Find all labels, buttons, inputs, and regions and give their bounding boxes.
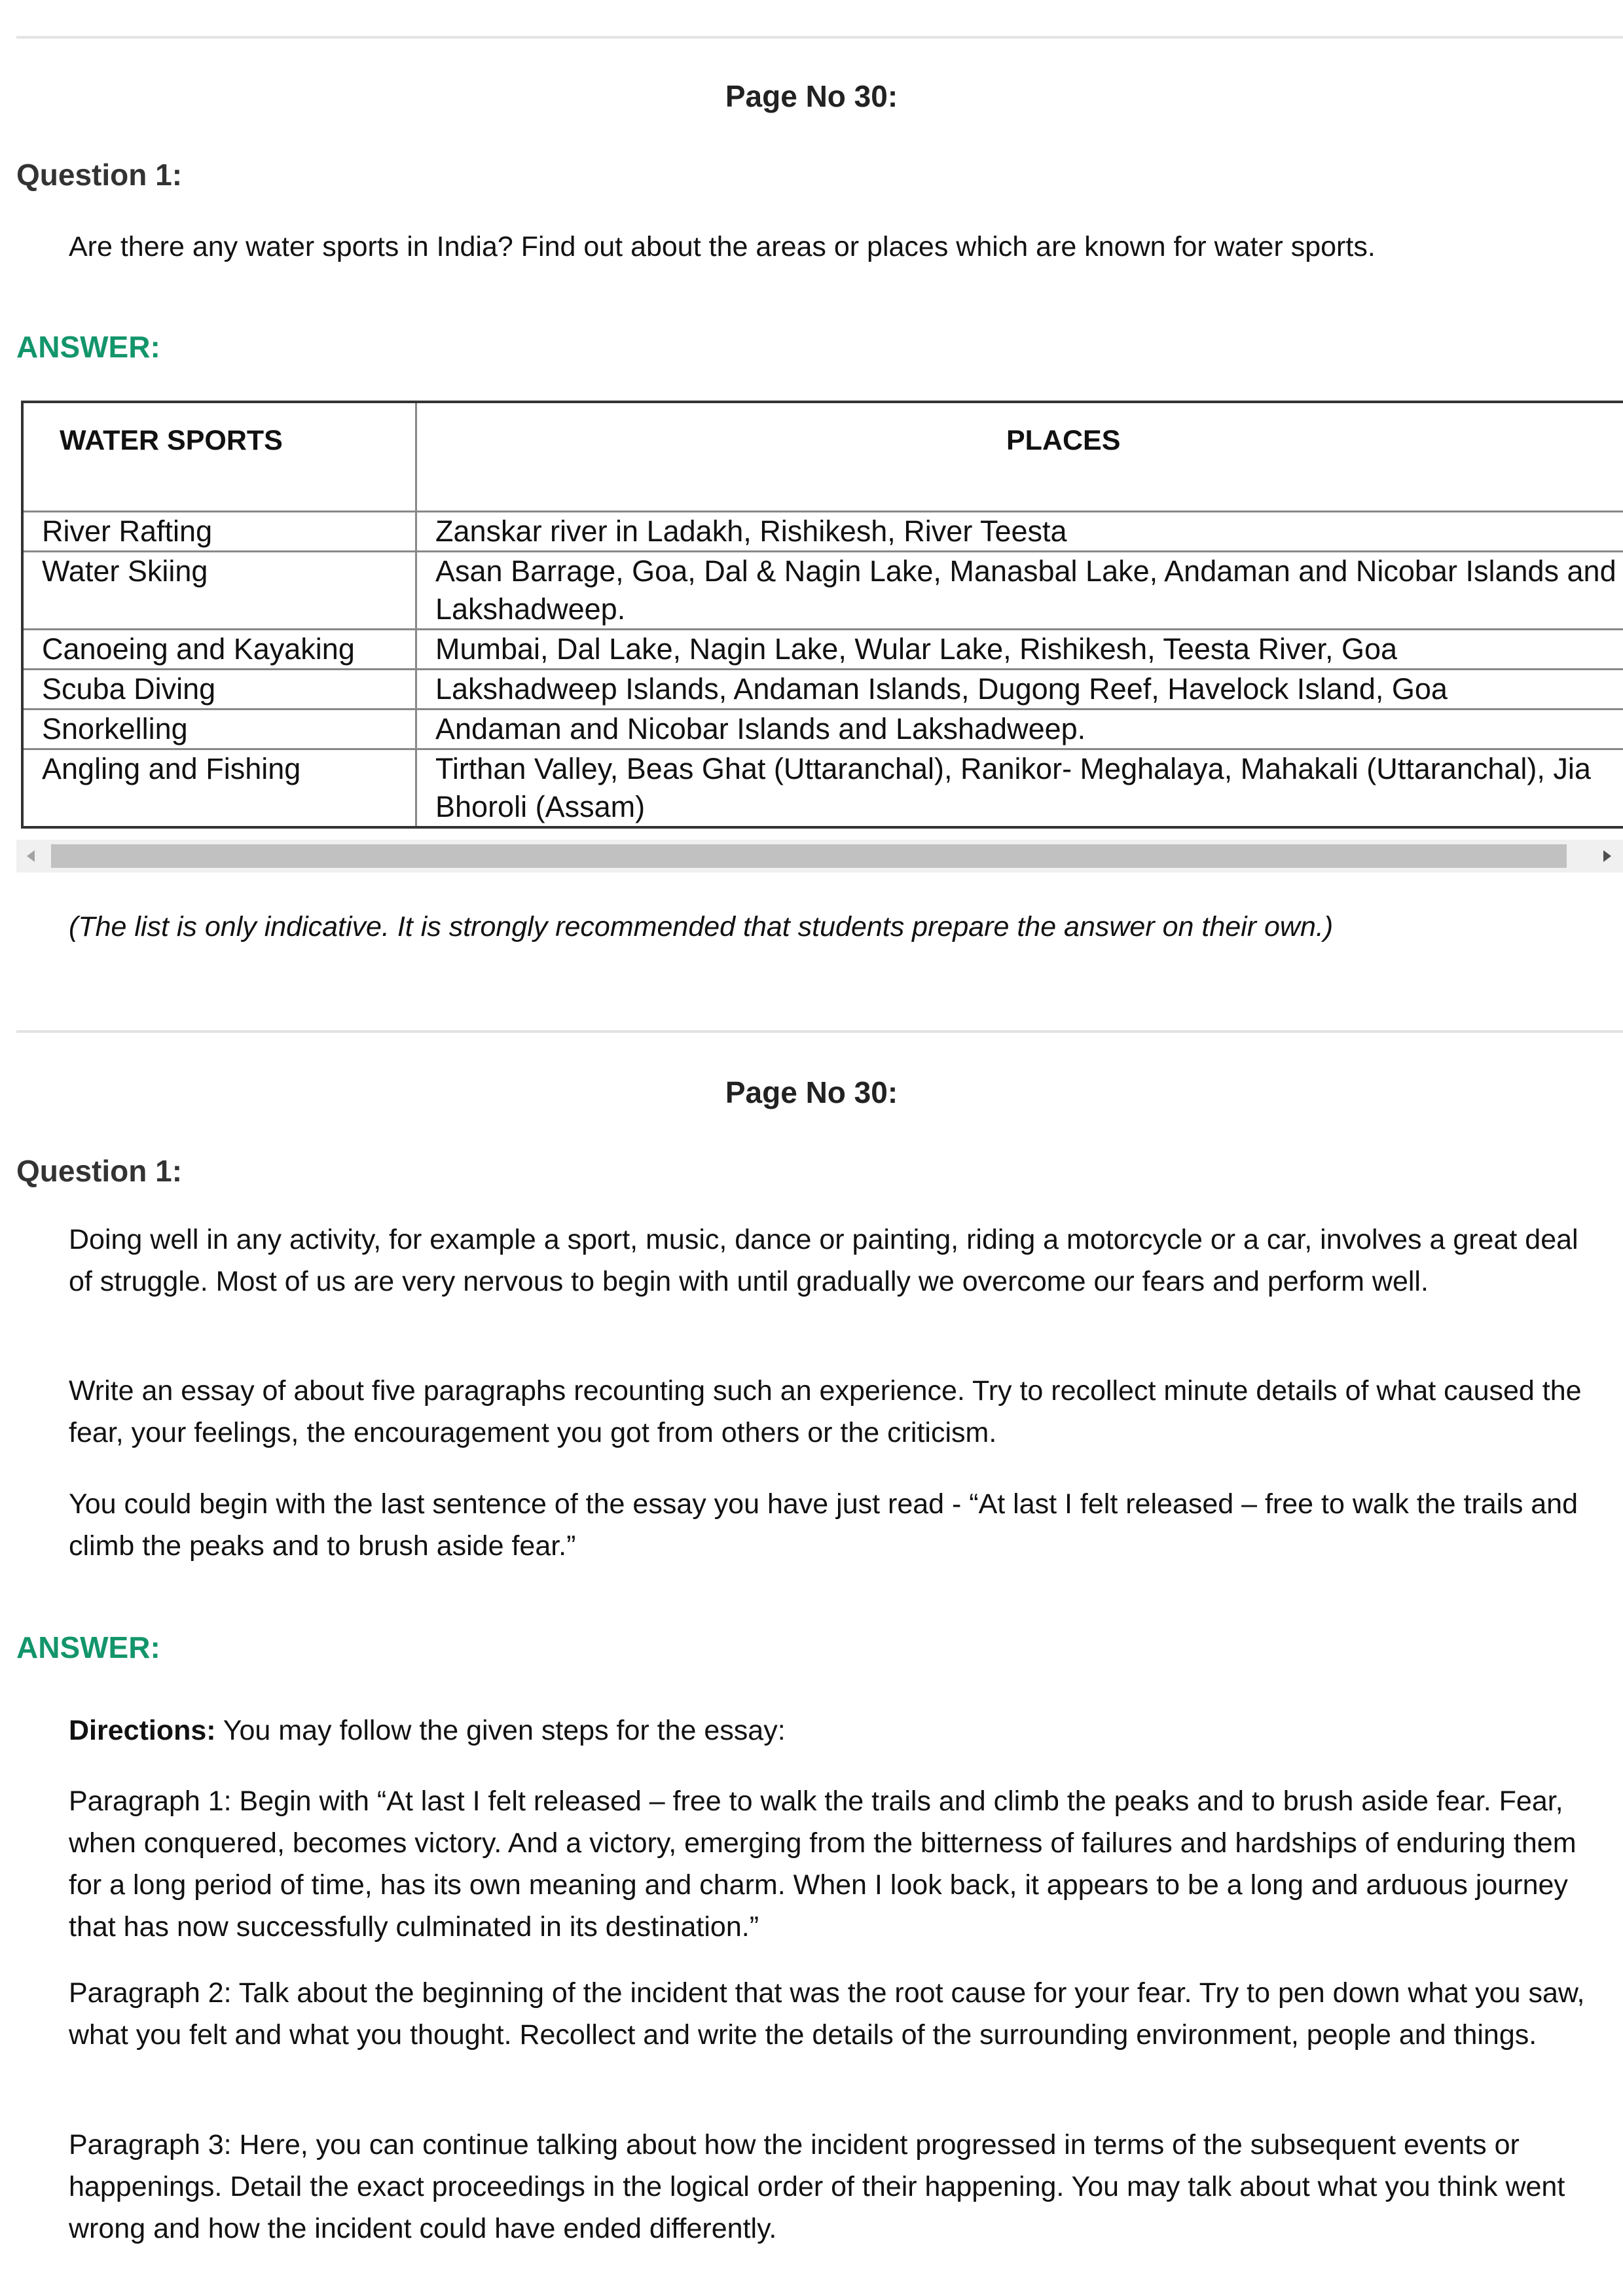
- scroll-left-icon[interactable]: [27, 850, 35, 862]
- table-row: [22, 670, 1623, 709]
- sport-cell: River Rafting: [22, 512, 416, 552]
- places-cell: Lakshadweep Islands, Andaman Islands, Dugong Reef, Havelock Island, Goa: [416, 670, 1623, 709]
- question-paragraph: Write an essay of about five paragraphs recounting such an experience. Try to recollect minute details of what caused the fear, your feelings, the encouragement you got from others or the criticism.: [69, 1375, 1582, 1448]
- answer-paragraph: Paragraph 2: Talk about the beginning of the incident that was the root cause for your fear. Try to pen down what you saw, what you felt and what you thought. Recollect and write the details of the surrounding environment, people and things.: [69, 1977, 1585, 2051]
- question-label: Question 1:: [16, 1154, 183, 1188]
- sport-cell: Snorkelling: [22, 709, 416, 749]
- table-row: [22, 749, 1623, 828]
- indicative-note: (The list is only indicative. It is strongly recommended that students prepare the answer on their own.): [69, 911, 1334, 942]
- directions-label: Directions:: [69, 1715, 216, 1746]
- scroll-right-icon[interactable]: [1603, 850, 1611, 862]
- scrollbar-thumb[interactable]: [51, 844, 1567, 868]
- sport-cell: Scuba Diving: [22, 670, 416, 709]
- answer-paragraph: Paragraph 3: Here, you can continue talking about how the incident progressed in terms of the subsequent events or happenings. Detail the exact proceedings in the logical order of their happening. You may talk about what you think went wrong and how the incident could have ended differently.: [69, 2129, 1565, 2244]
- column-header-water-sports: WATER SPORTS: [22, 402, 416, 512]
- table-row: [22, 552, 1623, 630]
- water-sports-table-container: [16, 401, 1623, 878]
- section-divider: [16, 1030, 1623, 1033]
- places-cell: Asan Barrage, Goa, Dal & Nagin Lake, Manasbal Lake, Andaman and Nicobar Islands and Lakshadweep.: [416, 552, 1623, 630]
- question-label: Question 1:: [16, 158, 183, 192]
- directions-text: You may follow the given steps for the essay:: [215, 1715, 786, 1746]
- table-row: [22, 709, 1623, 749]
- sport-cell: Water Skiing: [22, 552, 416, 630]
- question-text: Are there any water sports in India? Find out about the areas or places which are known for water sports.: [69, 231, 1376, 262]
- page-number-heading: Page No 30:: [725, 1075, 898, 1109]
- places-cell: Zanskar river in Ladakh, Rishikesh, River Teesta: [416, 512, 1623, 552]
- water-sports-table: [21, 401, 1623, 829]
- page-number-heading: Page No 30:: [725, 79, 898, 113]
- places-cell: Mumbai, Dal Lake, Nagin Lake, Wular Lake, Rishikesh, Teesta River, Goa: [416, 630, 1623, 670]
- question-paragraph: You could begin with the last sentence of the essay you have just read - “At last I felt released – free to walk the trails and climb the peaks and to brush aside fear.”: [69, 1488, 1578, 1562]
- answer-label: ANSWER:: [16, 330, 160, 364]
- table-row: [22, 630, 1623, 670]
- table-header-row: [22, 402, 1623, 512]
- answer-label: ANSWER:: [16, 1630, 160, 1664]
- sport-cell: Angling and Fishing: [22, 749, 416, 828]
- sport-cell: Canoeing and Kayaking: [22, 630, 416, 670]
- question-paragraph: Doing well in any activity, for example a sport, music, dance or painting, riding a motorcycle or a car, involves a great deal of struggle. Most of us are very nervous to begin with until gradually we overcome our fears and perform well.: [69, 1224, 1578, 1297]
- answer-paragraph: Paragraph 1: Begin with “At last I felt released – free to walk the trails and climb the peaks and to brush aside fear. Fear, when conquered, becomes victory. And a victory, emerging from the bitterness of failures and hardships of enduring them for a long period of time, has its own meaning and charm. When I look back, it appears to be a long and arduous journey that has now successfully culminated in its destination.”: [69, 1785, 1577, 1943]
- column-header-places: PLACES: [416, 402, 1623, 512]
- table-row: [22, 512, 1623, 552]
- places-cell: Tirthan Valley, Beas Ghat (Uttaranchal), Ranikor- Meghalaya, Mahakali (Uttaranchal), Jia Bhoroli (Assam): [416, 749, 1623, 828]
- table-horizontal-scrollbar[interactable]: [16, 840, 1623, 872]
- places-cell: Andaman and Nicobar Islands and Lakshadweep.: [416, 709, 1623, 749]
- section-divider-top: [16, 36, 1623, 39]
- directions-paragraph: [69, 1710, 1601, 1751]
